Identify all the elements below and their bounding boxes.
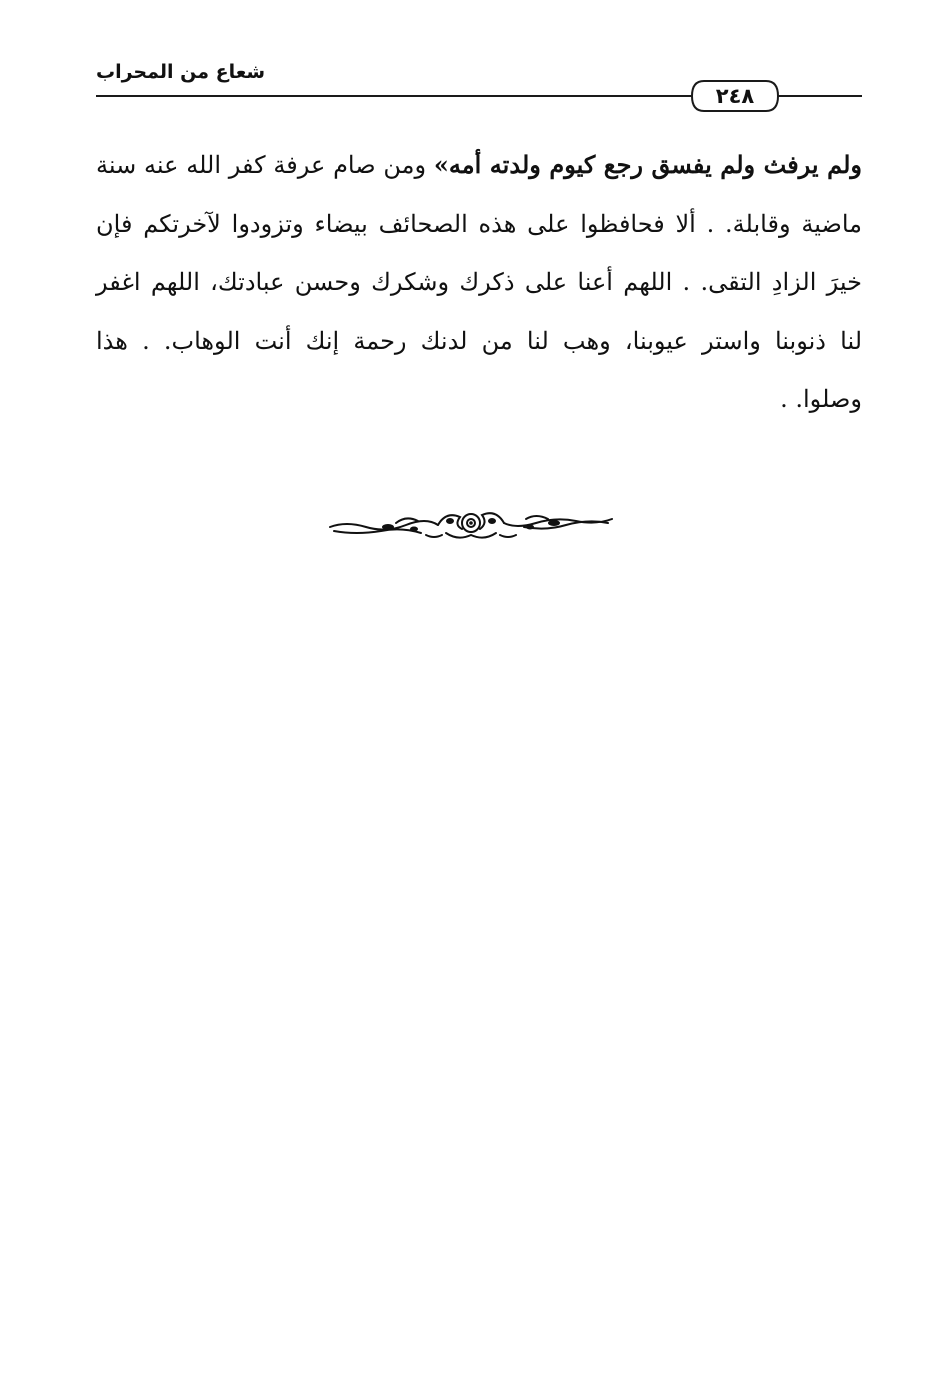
decorative-flourish-icon [326,505,616,545]
hadith-quote: ولم يرفث ولم يفسق رجع كيوم ولدته أمه» [433,150,862,179]
text-line: خيرَ الزادِ التقى. . اللهم أعنا على ذكرك وشكرك وحسن عبادتك، اللهم اغفر [96,268,862,296]
header-rule [96,95,698,97]
text-line: وصلوا. . [780,385,862,413]
body-text [96,136,862,429]
text-line [96,136,862,195]
page-number: ٢٤٨ [715,84,755,108]
page-number-frame [690,80,780,112]
text-line: ماضية وقابلة. . ألا فحافظوا على هذه الصحائف بيضاء وتزودوا لآخرتكم فإن [96,209,862,238]
header-rule-right [772,95,862,97]
ornament-svg [326,505,616,545]
text-line: لنا ذنوبنا واستر عيوبنا، وهب لنا من لدنك رحمة إنك أنت الوهاب. . هذا [96,326,863,355]
page-header [0,0,944,120]
book-title: شعاع من المحراب [96,61,266,83]
text-segment: ومن صام عرفة كفر الله عنه سنة [96,151,434,179]
